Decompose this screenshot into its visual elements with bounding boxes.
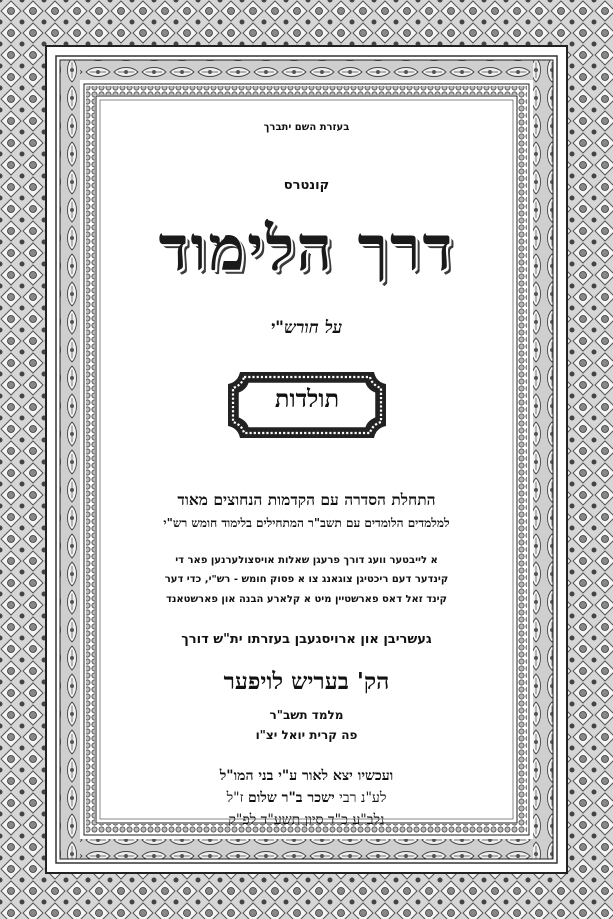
memorial-line-1: ועכשיו יצא לאור ע"י בני המו"ל [219, 768, 394, 784]
subtitle: על חורש"י [270, 318, 343, 338]
yiddish-line-1: א לייבטער וועג דורך פרעגן שאלות אויסצולערנען פאר די [175, 555, 438, 566]
memorial-name: ישכר ב"ר שלום [247, 790, 335, 806]
title-content [108, 100, 505, 828]
title-prefix: קונטרס [283, 178, 330, 193]
yiddish-line-3: קינד זאל דאס פארשטיין מיט א קלארע הבנה און פארשטאנד [165, 594, 447, 605]
description-line-1: התחלת הסדרה עם הקדמות הנחוצים מאוד [177, 490, 436, 509]
parsha-name: תולדות [274, 384, 340, 413]
author-location: פה קרית יואל יצ"ו [255, 728, 358, 742]
author-name: הק' בעריש לויפער [223, 668, 390, 695]
written-by: געשריבן און ארויסגעבן בעזרתו ית"ש דורך [181, 632, 432, 647]
yiddish-line-2: קינדער דעם ריכטיגן צוגאנג צו א פסוק חומש - רש"י, כדי דער [164, 574, 449, 585]
main-title: דרך הלימוד [158, 212, 455, 285]
description-line-2: למלמדים הלומדים עם תשב"ר המתחילים בלימוד חומש רש"י [163, 516, 450, 530]
author-role: מלמד תשב"ר [269, 708, 344, 722]
memorial-prefix: לע"נ רבי [334, 790, 387, 806]
blessing-header: בעזרת השם יתברך [263, 122, 350, 133]
parsha-frame [226, 370, 388, 440]
memorial-line-3: נלב"ע כ"ד סיון תשע"ד לפ"ק [228, 812, 385, 828]
memorial-suffix: ז"ל [226, 790, 248, 806]
memorial-line-2 [108, 790, 505, 807]
